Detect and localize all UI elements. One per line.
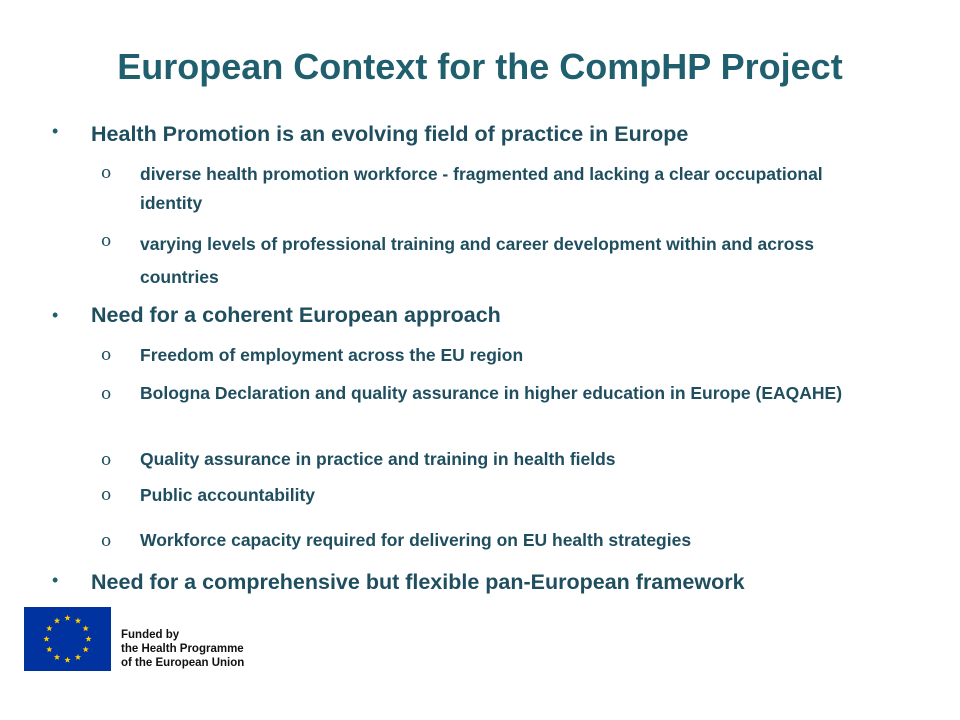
eu-flag-stars (24, 607, 111, 671)
sub-marker: o (101, 485, 112, 505)
list-item: Workforce capacity required for delivering on EU health strategies (140, 530, 692, 550)
list-item: varying levels of professional training and career development within and across countries (140, 234, 814, 287)
funding-line: of the European Union (121, 657, 245, 669)
page-title: European Context for the CompHP Project (117, 46, 843, 87)
sub-marker: o (101, 450, 112, 470)
list-item: diverse health promotion workforce - fragmented and lacking a clear occupational identity (140, 164, 823, 213)
list-item: Quality assurance in practice and training in health fields (140, 449, 616, 469)
sub-marker: o (101, 231, 112, 251)
sub-marker: o (101, 384, 112, 404)
funding-line: the Health Programme (121, 643, 244, 655)
sub-marker: o (101, 345, 112, 365)
section-heading: Health Promotion is an evolving field of practice in Europe (91, 122, 689, 146)
funding-line: Funded by (121, 629, 180, 641)
bullet-marker: • (52, 121, 59, 141)
list-item: Public accountability (140, 485, 316, 505)
funding-notice (121, 628, 244, 670)
list-item: Bologna Declaration and quality assurance in higher education in Europe (EAQAHE) (140, 383, 843, 403)
sub-marker: o (101, 531, 112, 551)
eu-flag-icon (24, 607, 111, 671)
bullet-marker: • (52, 570, 59, 590)
section-heading: Need for a comprehensive but flexible pan-European framework (91, 570, 745, 594)
bullet-marker: • (52, 305, 59, 325)
sub-marker: o (101, 163, 112, 183)
section-heading: Need for a coherent European approach (91, 303, 501, 327)
list-item: Freedom of employment across the EU region (140, 345, 524, 365)
